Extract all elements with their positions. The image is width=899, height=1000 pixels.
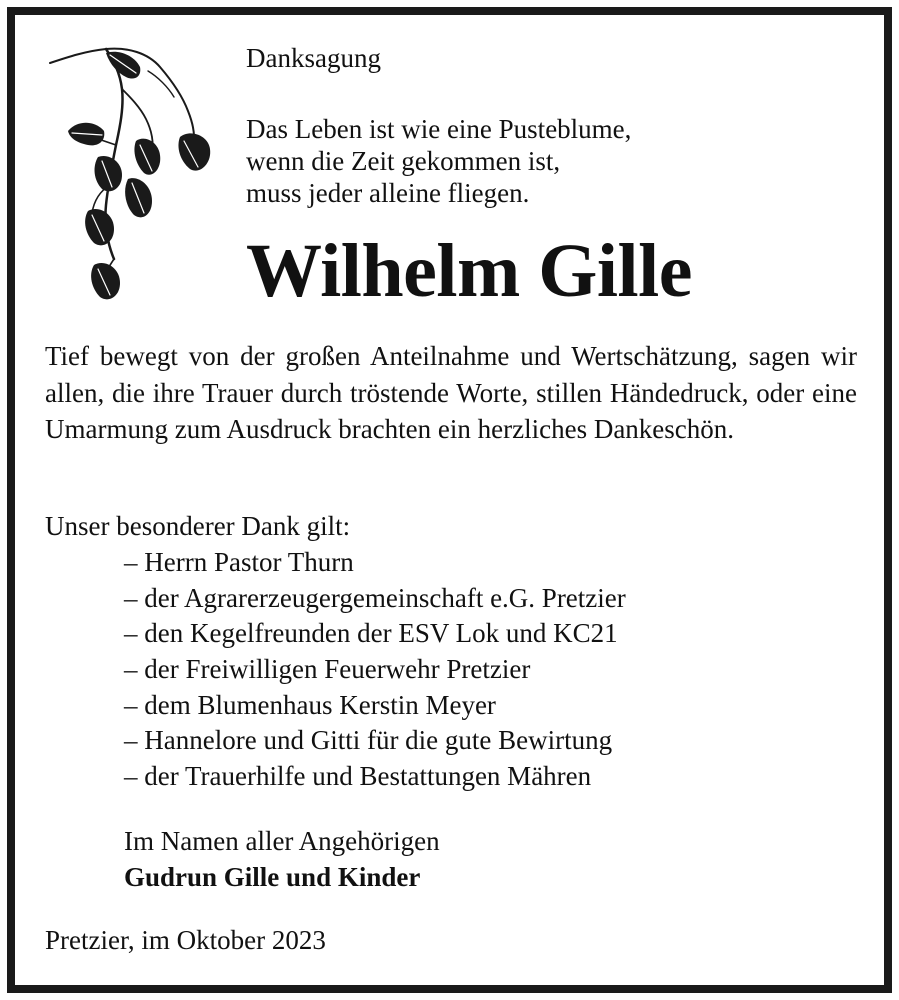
thanks-list-item: – der Trauerhilfe und Bestattungen Mähren xyxy=(124,761,592,792)
thanks-list-item: – Herrn Pastor Thurn xyxy=(124,547,354,577)
signoff: Im Namen aller Angehörigen xyxy=(124,826,440,856)
verse-line: muss jeder alleine fliegen. xyxy=(246,178,530,208)
thanks-list-item: – der Freiwilligen Feuerwehr Pretzier xyxy=(124,654,531,685)
verse-line: wenn die Zeit gekommen ist, xyxy=(246,146,561,176)
notice-heading: Danksagung xyxy=(246,43,381,73)
verse-block xyxy=(246,113,631,209)
thanks-intro: Unser besonderer Dank gilt: xyxy=(45,511,351,541)
thanks-list-item: – der Agrarerzeugergemeinschaft e.G. Pretzier xyxy=(124,582,626,613)
deceased-name: Wilhelm Gille xyxy=(246,229,692,313)
verse-line: Das Leben ist wie eine Pusteblume, xyxy=(246,114,632,144)
thanks-list-item: – dem Blumenhaus Kerstin Meyer xyxy=(124,689,496,720)
thanks-list xyxy=(124,545,626,795)
thanks-list-item: – Hannelore und Gitti für die gute Bewirtung xyxy=(124,725,613,756)
birch-branch-icon xyxy=(48,45,218,305)
signer-name: Gudrun Gille und Kinder xyxy=(124,862,421,892)
thanks-list-item: – den Kegelfreunden der ESV Lok und KC21 xyxy=(124,618,618,649)
thanks-paragraph: Tief bewegt von der großen Anteilnahme und Wertschätzung, sagen wir allen, die ihre Trauer durch tröstende Worte, stillen Händedruck, oder eine Umarmung zum Ausdruck brachten ein herzliches Dankeschön. xyxy=(45,341,857,444)
place-and-date: Pretzier, im Oktober 2023 xyxy=(45,925,326,955)
